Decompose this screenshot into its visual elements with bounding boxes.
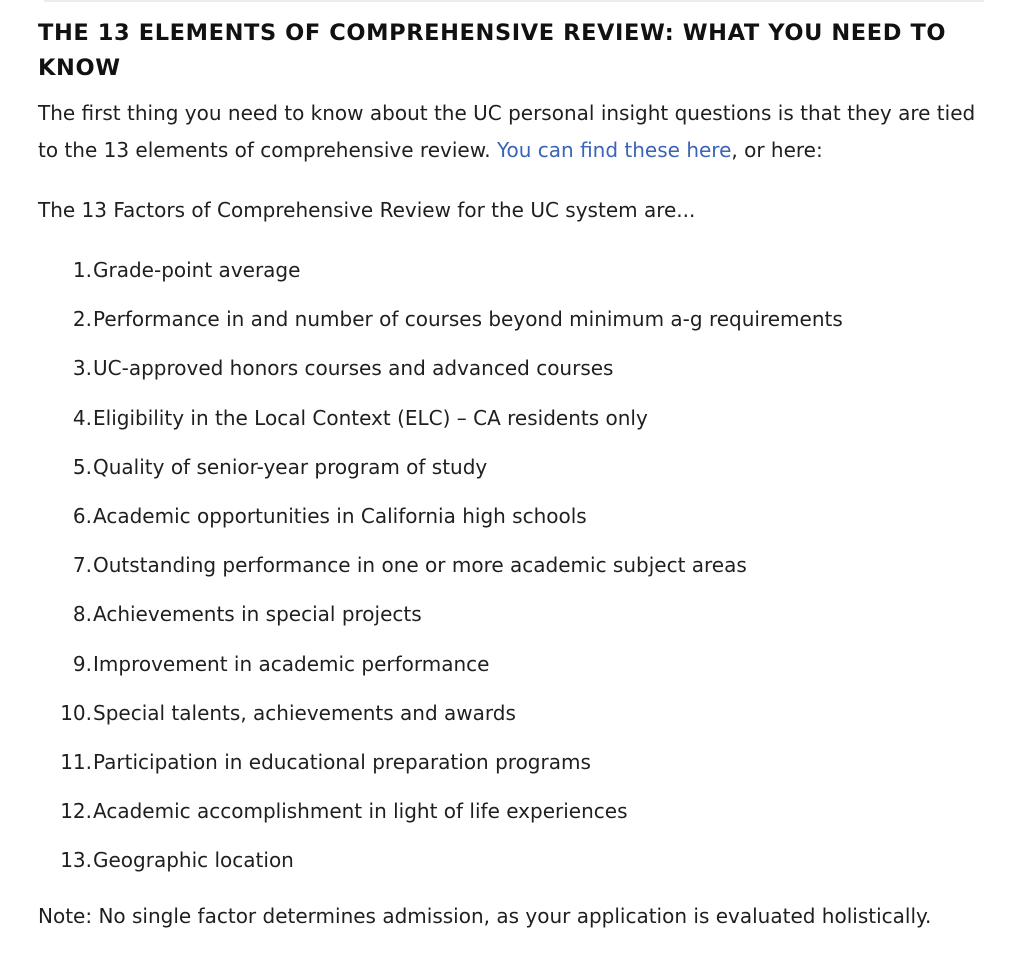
- factors-list: [38, 253, 998, 892]
- article-heading: THE 13 ELEMENTS OF COMPREHENSIVE REVIEW: WHAT YOU NEED TO KNOW: [38, 20, 947, 81]
- list-item-text: Improvement in academic performance: [93, 651, 490, 676]
- list-number: 7.: [72, 553, 92, 578]
- list-item: [38, 253, 998, 302]
- list-item-text: Eligibility in the Local Context (ELC) – CA residents only: [93, 405, 648, 430]
- list-item-text: Achievements in special projects: [93, 602, 422, 627]
- article-body: [38, 16, 998, 935]
- list-item: [38, 548, 998, 597]
- list-item-text: Quality of senior-year program of study: [93, 454, 488, 479]
- list-item: [38, 450, 998, 499]
- list-item-text: Grade-point average: [93, 258, 301, 282]
- list-item-text: Special talents, achievements and awards: [93, 700, 516, 725]
- factors-lead: The 13 Factors of Comprehensive Review for the UC system are...: [38, 198, 696, 222]
- list-item-text: Geographic location: [93, 848, 294, 873]
- list-number: 9.: [72, 651, 92, 676]
- list-number: 11.: [60, 749, 92, 774]
- holistic-note: Note: No single factor determines admission, as your application is evaluated holistically.: [38, 904, 932, 929]
- list-item: [38, 499, 998, 548]
- list-item-text: Academic accomplishment in light of life experiences: [93, 799, 628, 824]
- list-item: [38, 794, 998, 843]
- list-item: [38, 302, 998, 351]
- list-number: 5.: [72, 454, 92, 479]
- list-number: 13.: [60, 848, 92, 873]
- list-number: 8.: [72, 602, 92, 627]
- list-item: [38, 597, 998, 646]
- list-number: 10.: [60, 700, 92, 725]
- list-item-text: Performance in and number of courses beyond minimum a-g requirements: [93, 307, 843, 332]
- intro-paragraph: [38, 95, 998, 169]
- list-number: 1.: [72, 258, 92, 282]
- list-number: 3.: [72, 356, 92, 381]
- list-item: [38, 647, 998, 696]
- list-item-text: Participation in educational preparation programs: [93, 749, 591, 774]
- list-item-text: UC-approved honors courses and advanced courses: [93, 356, 614, 381]
- list-number: 2.: [72, 307, 92, 332]
- list-item: [38, 843, 998, 892]
- find-these-here-link[interactable]: You can find these here: [496, 138, 732, 162]
- list-number: 4.: [72, 405, 92, 430]
- list-item: [38, 401, 998, 450]
- list-number: 6.: [72, 503, 92, 528]
- list-item: [38, 696, 998, 745]
- list-item-text: Academic opportunities in California high schools: [93, 503, 587, 528]
- list-number: 12.: [60, 799, 92, 824]
- intro-text: The first thing you need to know about the UC personal insight questions is that they are tied to the 13 elements of comprehensive review.: [38, 101, 976, 162]
- list-item: [38, 745, 998, 794]
- list-item: [38, 351, 998, 400]
- intro-text-end: , or here:: [731, 138, 823, 162]
- top-divider: [44, 0, 984, 2]
- list-item-text: Outstanding performance in one or more academic subject areas: [93, 553, 747, 578]
